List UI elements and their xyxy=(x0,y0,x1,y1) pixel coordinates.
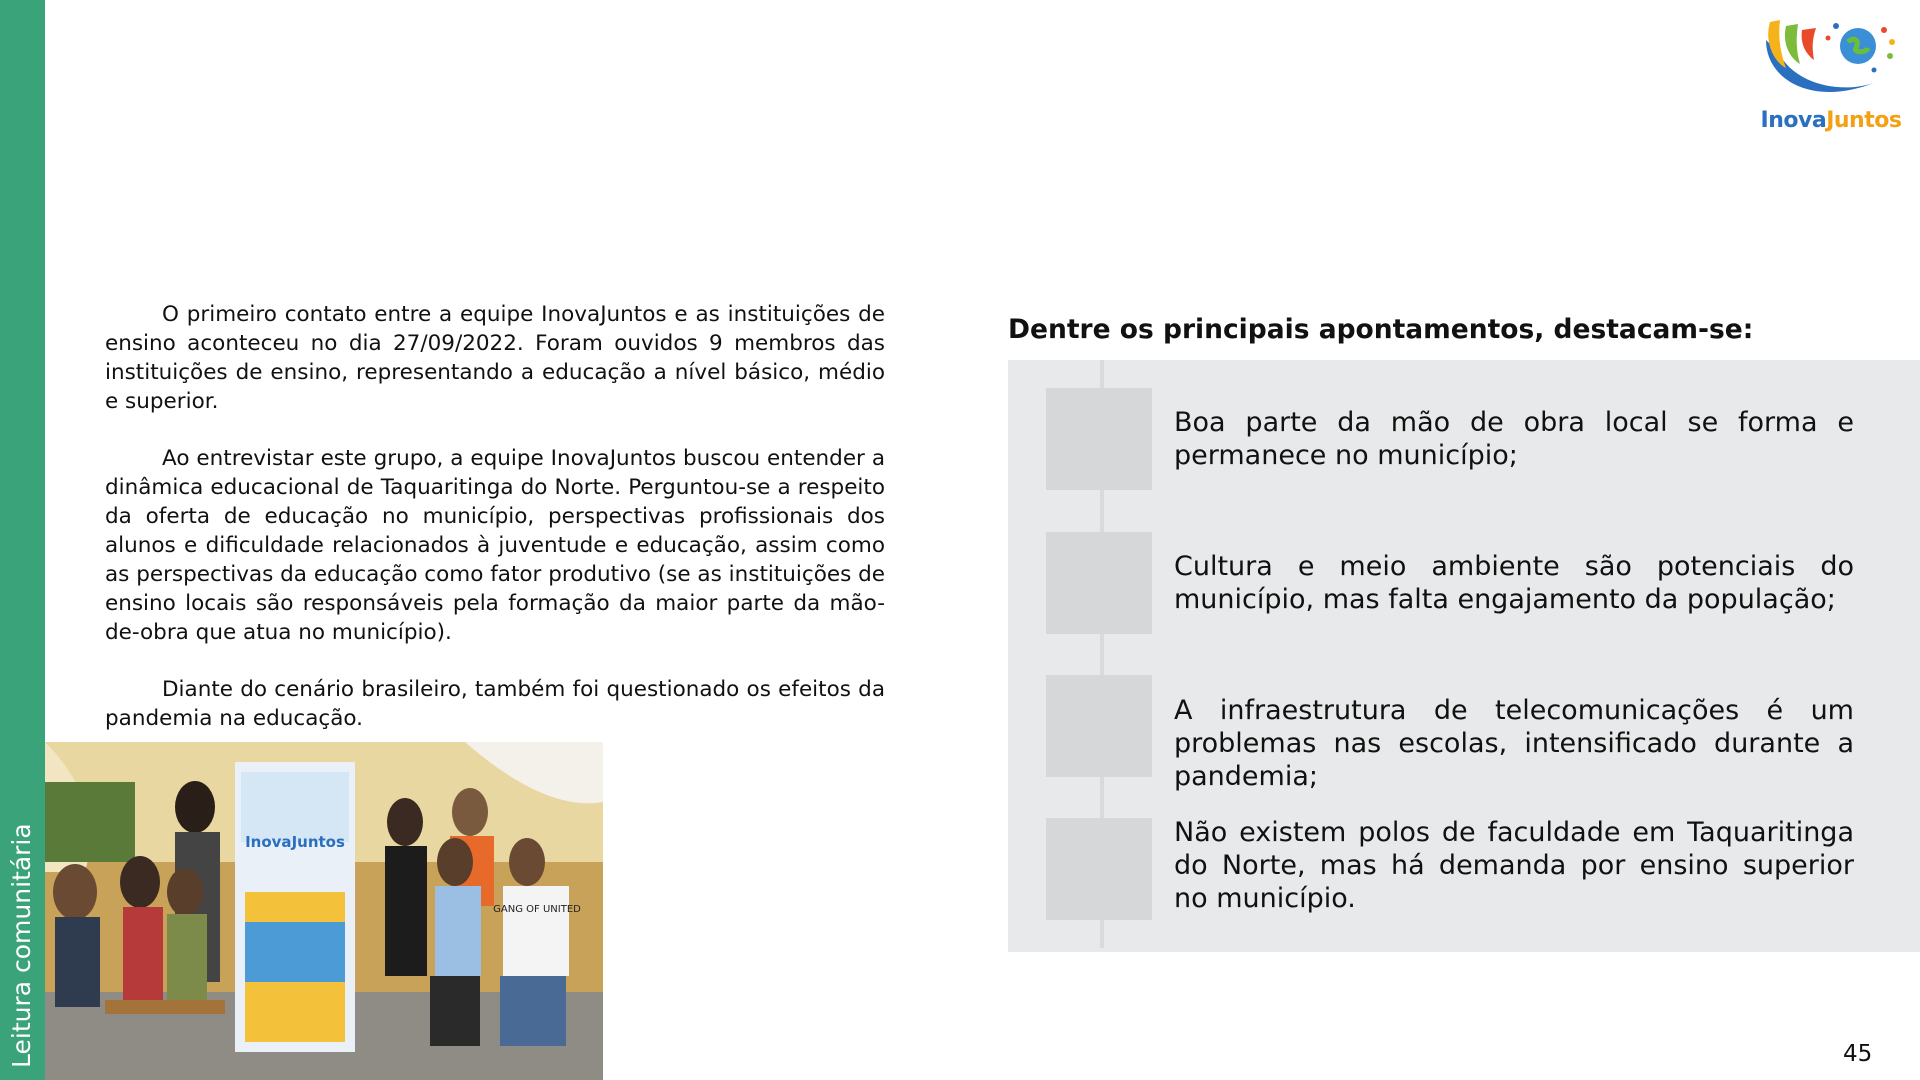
inovajuntos-logo xyxy=(1756,12,1906,138)
logo-word-inova: Inova xyxy=(1760,108,1827,133)
logo-word-juntos: Juntos xyxy=(1826,108,1902,133)
timeline-marker xyxy=(1046,675,1152,777)
intro-text xyxy=(105,300,885,761)
sidebar-label: Leitura comunitária xyxy=(7,823,36,1068)
timeline-marker xyxy=(1046,818,1152,920)
highlight-item: Cultura e meio ambiente são potenciais do município, mas falta engajamento da população; xyxy=(1174,551,1854,615)
highlight-item: Boa parte da mão de obra local se forma e permanece no município; xyxy=(1174,407,1854,471)
highlights-panel xyxy=(1008,360,1920,952)
photo-shirt-text: GANG OF UNITED xyxy=(493,904,581,915)
highlight-item: Não existem polos de faculdade em Taquaritinga do Norte, mas há demanda por ensino superior no município. xyxy=(1174,817,1854,914)
logo-wordmark xyxy=(1756,108,1906,133)
photo-banner-word-inova: Inova xyxy=(245,833,292,851)
timeline-marker xyxy=(1046,532,1152,634)
page-number: 45 xyxy=(1843,1041,1873,1067)
svg-text:InovaJuntos xyxy=(245,833,345,851)
intro-paragraph-3: Diante do cenário brasileiro, também foi questionado os efeitos da pandemia na educação. xyxy=(105,677,885,731)
logo-graphic xyxy=(1756,12,1906,112)
photo-banner-word-juntos: Juntos xyxy=(291,833,345,851)
group-photo xyxy=(45,742,603,1080)
sidebar-label-container xyxy=(6,808,40,1068)
highlights-heading: Dentre os principais apontamentos, destacam-se: xyxy=(1008,314,1754,345)
intro-paragraph-2: Ao entrevistar este grupo, a equipe InovaJuntos buscou entender a dinâmica educacional de Taquaritinga do Norte. Perguntou-se a respeito da oferta de educação no município, perspectivas profissionais dos alunos e dificuldade relacionados à juventude e educação, assim como as perspectivas da educação como fator produtivo (se as instituições de ensino locais são responsáveis pela formação da maior parte da mão-de-obra que atua no município). xyxy=(105,446,885,645)
highlight-item: A infraestrutura de telecomunicações é um problemas nas escolas, intensificado durante a pandemia; xyxy=(1174,695,1854,792)
timeline-marker xyxy=(1046,388,1152,490)
intro-paragraph-1: O primeiro contato entre a equipe InovaJuntos e as instituições de ensino aconteceu no dia 27/09/2022. Foram ouvidos 9 membros das instituições de ensino, representando a educação a nível básico, médio e superior. xyxy=(105,302,885,414)
